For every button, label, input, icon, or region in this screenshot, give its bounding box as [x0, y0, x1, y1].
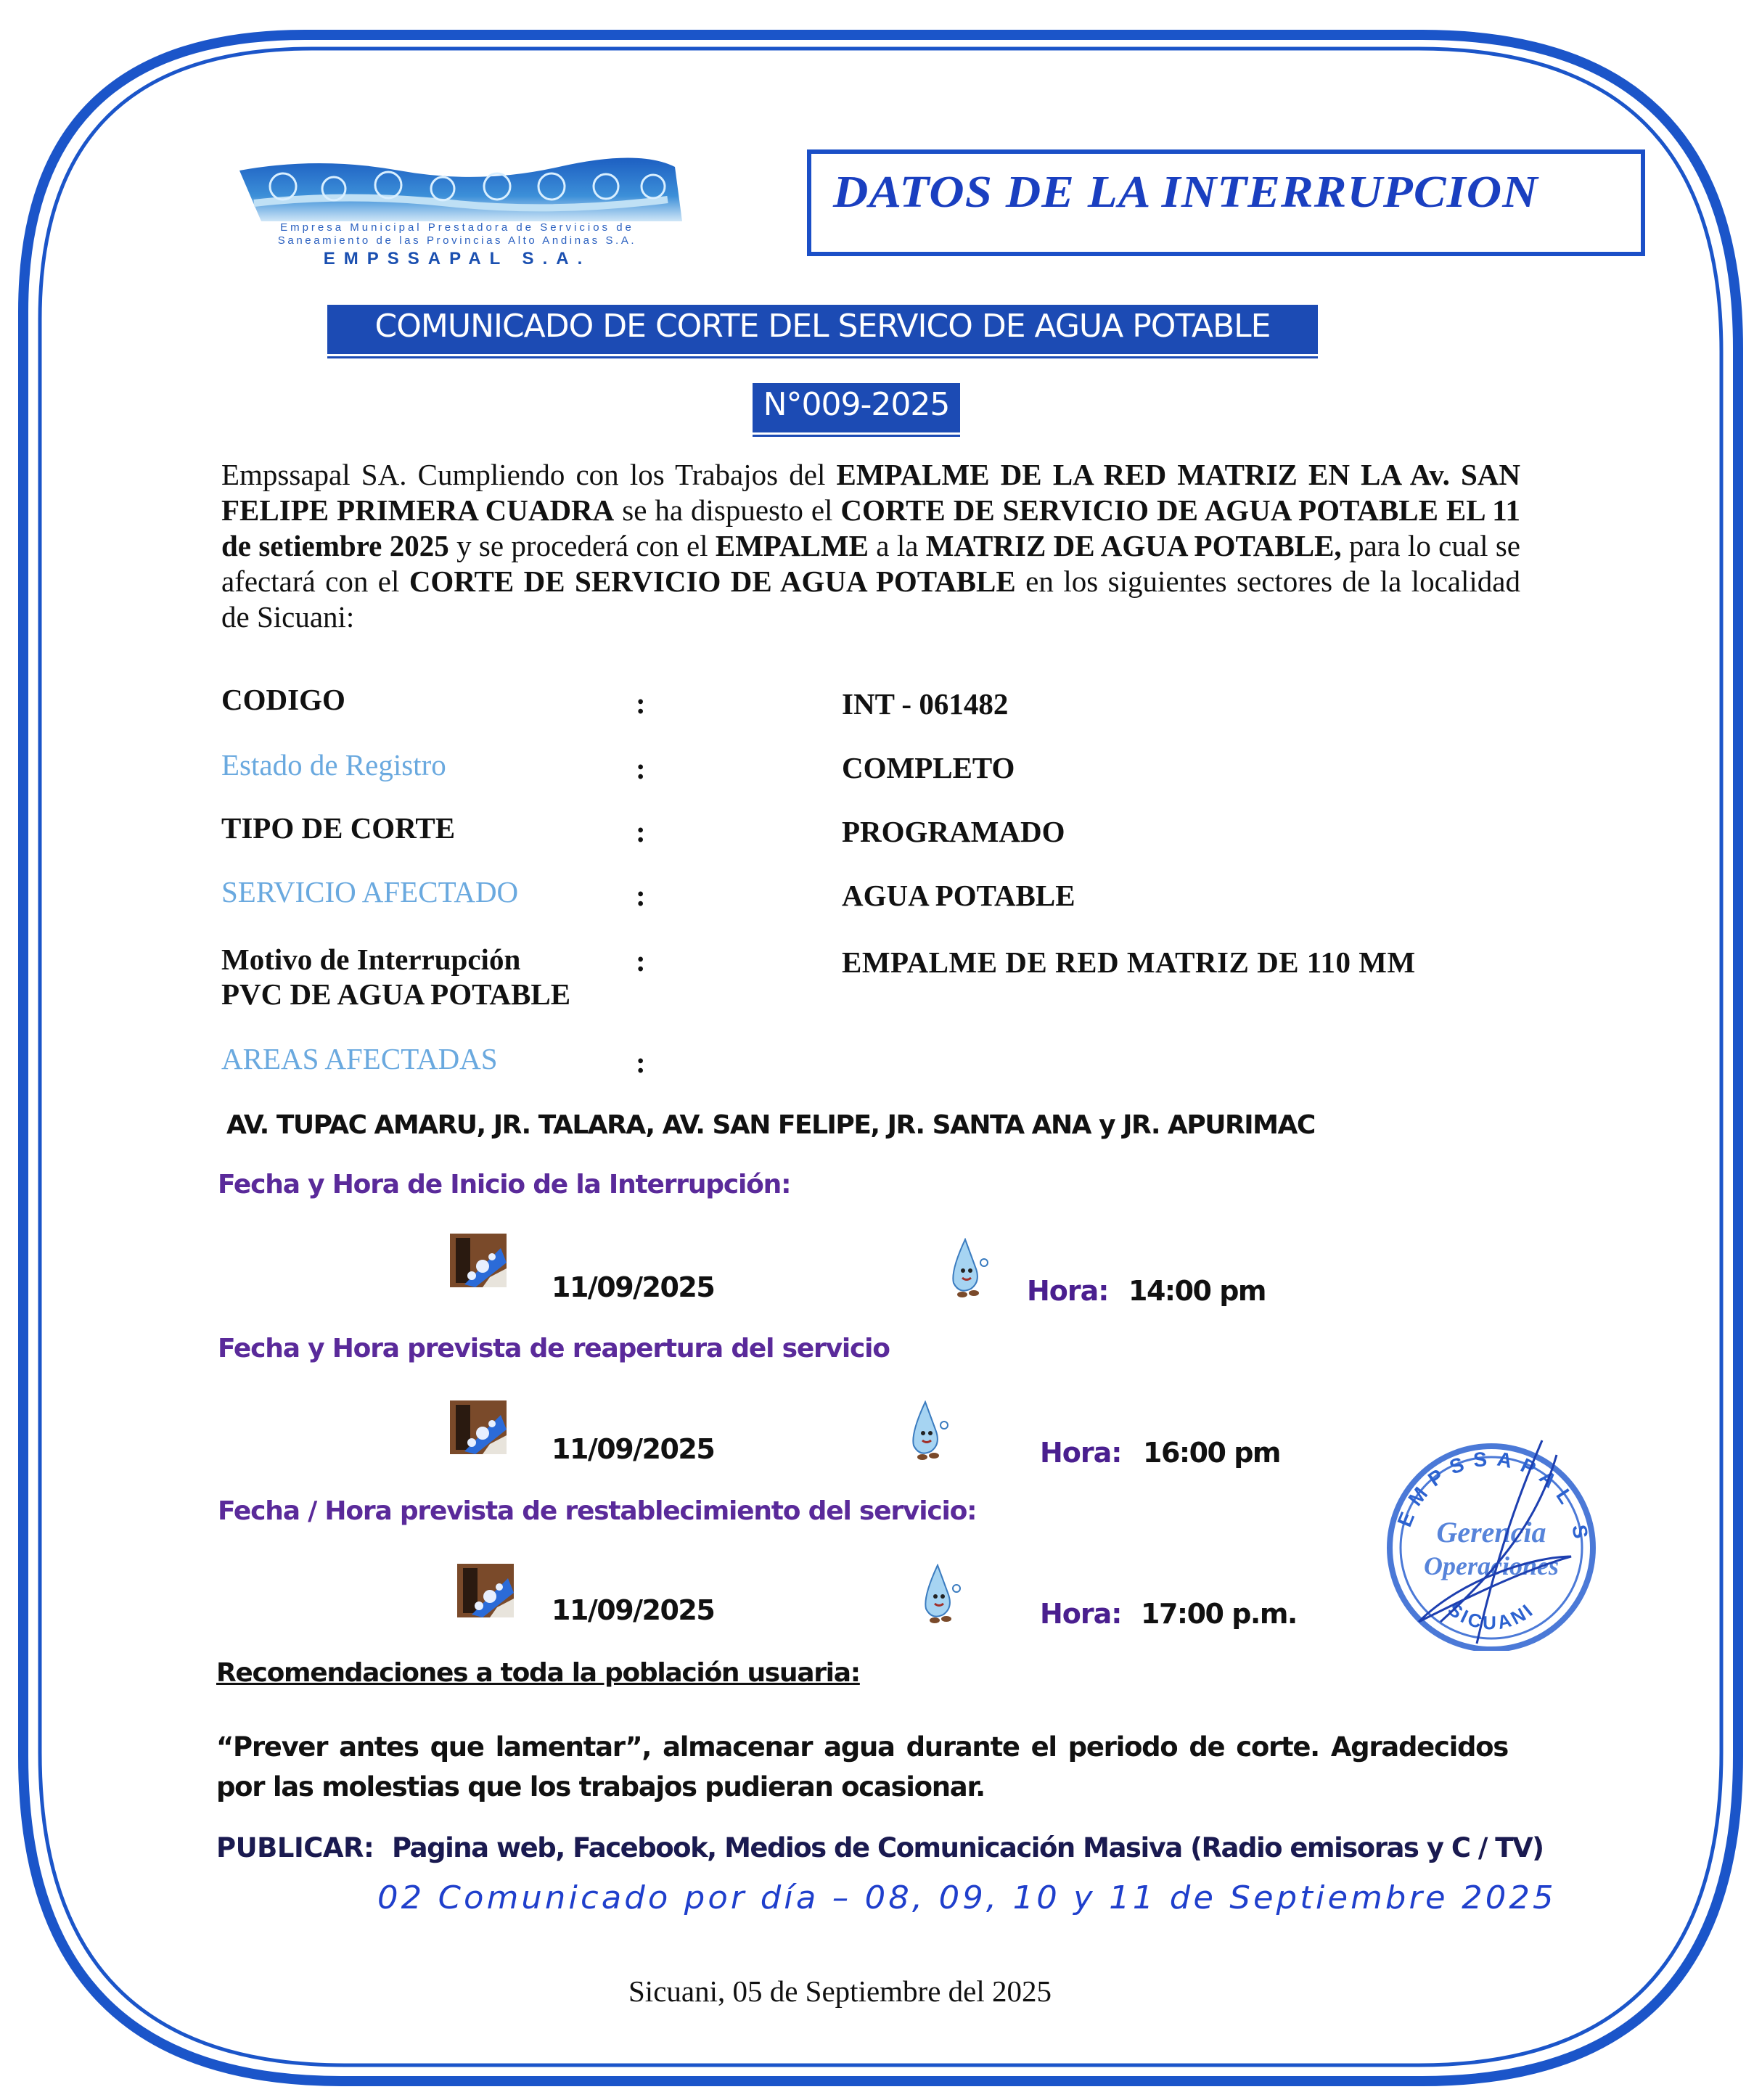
estado-value: COMPLETO — [842, 751, 1015, 784]
communique-number: N°009-2025 — [763, 386, 950, 423]
stamp-center-1: Gerencia — [1436, 1516, 1546, 1549]
publish-channels: Pagina web, Facebook, Medios de Comunicación Masiva (Radio emisoras y C / TV) — [392, 1832, 1544, 1863]
stamp-ring-text: EMPSSAPAL S — [1393, 1447, 1594, 1549]
motivo-colon: : — [636, 944, 646, 977]
intro-text-4: a la — [868, 529, 926, 562]
official-stamp — [1375, 1433, 1607, 1651]
recommendations-text: “Prever antes que lamentar”, almacenar agua durante el periodo de corte. Agradecidos por las molestias que los trabajos pudieran ocasionar. — [216, 1731, 1508, 1802]
schedule-hora-start: 14:00 pm — [1128, 1275, 1266, 1307]
servicio-value: AGUA POTABLE — [842, 879, 1075, 912]
logo-tagline-2: Saneamiento de las Provincias Alto Andinas S.A. — [277, 234, 637, 247]
schedule-hora-restore: 17:00 p.m. — [1141, 1598, 1297, 1630]
tipo-corte-colon: : — [636, 815, 646, 848]
schedule-title-reopen: Fecha y Hora prevista de reapertura del servicio — [218, 1334, 890, 1363]
water-drop-mascot-icon — [943, 1238, 994, 1300]
areas-colon: : — [636, 1046, 646, 1079]
banner-underline — [327, 354, 1318, 356]
schedule-hora-label-start: Hora: — [1027, 1275, 1109, 1307]
tipo-corte-value: PROGRAMADO — [842, 815, 1065, 848]
intro-text-5: para lo cual se afectará con el — [221, 529, 1520, 598]
intro-text-1: Empssapal SA. Cumpliendo con los Trabajos del — [221, 458, 837, 491]
handwritten-note: 02 Comunicado por día – 08, 09, 10 y 11 de Septiembre 2025 — [377, 1879, 1557, 1916]
recommendations-title: Recomendaciones a toda la población usuaria: — [216, 1658, 860, 1688]
schedule-title-start: Fecha y Hora de Inicio de la Interrupción: — [218, 1170, 791, 1199]
intro-bold-1: EMPALME DE LA RED MATRIZ EN LA Av. SAN FELIPE PRIMERA CUADRA — [221, 458, 1520, 527]
place-and-date: Sicuani, 05 de Septiembre del 2025 — [628, 1974, 1052, 2008]
schedule-hora-label-reopen: Hora: — [1040, 1437, 1122, 1469]
schedule-date-reopen: 11/09/2025 — [552, 1433, 715, 1465]
water-drop-mascot-icon — [903, 1400, 954, 1462]
water-drop-mascot-icon — [916, 1564, 967, 1625]
intro-text-3: y se procederá con el — [448, 529, 716, 562]
intro-bold-2: CORTE DE SERVICIO DE AGUA POTABLE EL 11 de setiembre 2025 — [221, 493, 1520, 562]
motivo-continuation: PVC DE AGUA POTABLE — [221, 977, 571, 1011]
motivo-value: EMPALME DE RED MATRIZ DE 110 MM — [842, 946, 1416, 979]
communique-number-banner — [753, 383, 960, 437]
schedule-hora-label-restore: Hora: — [1040, 1598, 1122, 1630]
calendar-icon — [457, 1564, 514, 1617]
datos-title: DATOS DE LA INTERRUPCION — [833, 168, 1538, 217]
calendar-icon — [450, 1400, 507, 1454]
stamp-center-2: Operaciones — [1424, 1551, 1559, 1580]
communique-title-banner — [327, 305, 1318, 358]
schedule-date-start: 11/09/2025 — [552, 1271, 715, 1303]
logo-wave-graphic — [232, 149, 682, 221]
servicio-colon: : — [636, 879, 646, 912]
datos-title-box — [807, 149, 1645, 256]
number-underline — [753, 432, 960, 435]
intro-bold-4: MATRIZ DE AGUA POTABLE, — [925, 529, 1342, 562]
intro-paragraph — [221, 457, 1520, 635]
logo-tagline-1: Empresa Municipal Prestadora de Servicios de — [280, 221, 634, 234]
publish-label: PUBLICAR: — [216, 1832, 374, 1863]
codigo-label: CODIGO — [221, 683, 345, 716]
estado-colon: : — [636, 752, 646, 785]
motivo-label: Motivo de Interrupción — [221, 943, 521, 976]
codigo-value: INT - 061482 — [842, 687, 1009, 721]
estado-label: Estado de Registro — [221, 748, 446, 782]
areas-label: AREAS AFECTADAS — [221, 1042, 498, 1075]
servicio-label: SERVICIO AFECTADO — [221, 875, 519, 909]
intro-bold-5: CORTE DE SERVICIO DE AGUA POTABLE — [409, 565, 1016, 598]
schedule-date-restore: 11/09/2025 — [552, 1594, 715, 1626]
stamp-bottom-text: SICUANI — [1443, 1598, 1539, 1634]
codigo-colon: : — [636, 686, 646, 720]
intro-text-6: en los siguientes sectores de la localidad de Sicuani: — [221, 565, 1520, 633]
schedule-hora-reopen: 16:00 pm — [1143, 1437, 1280, 1469]
communique-title: COMUNICADO DE CORTE DEL SERVICO DE AGUA POTABLE — [374, 308, 1271, 345]
calendar-icon — [450, 1234, 507, 1287]
areas-value: AV. TUPAC AMARU, JR. TALARA, AV. SAN FELIPE, JR. SANTA ANA y JR. APURIMAC — [226, 1110, 1315, 1140]
intro-text-2: se ha dispuesto el — [614, 493, 841, 527]
logo-company-name: EMPSSAPAL S.A. — [323, 249, 591, 268]
intro-bold-3: EMPALME — [715, 529, 869, 562]
company-logo — [232, 149, 682, 272]
schedule-title-restore: Fecha / Hora prevista de restablecimiento del servicio: — [218, 1496, 977, 1526]
tipo-corte-label: TIPO DE CORTE — [221, 811, 456, 845]
